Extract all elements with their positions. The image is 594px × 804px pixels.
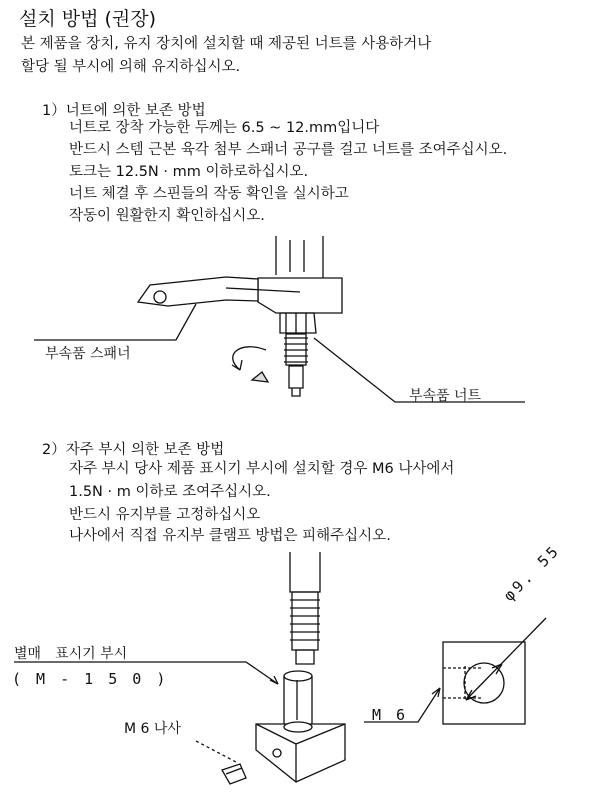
section1-line-5: 작동이 원활한지 확인하십시오. xyxy=(69,208,265,224)
section2-line-1: 자주 부시 당사 제품 표시기 부시에 설치할 경우 M6 나사에서 xyxy=(69,461,455,477)
label-screw: M 6 나사 xyxy=(124,721,181,737)
section1-line-3: 토크는 12.5N · mm 이하로하십시오. xyxy=(69,164,309,180)
label-bush: 별매 표시기 부시 xyxy=(14,646,128,662)
section1-line-1: 너트로 장착 가능한 두께는 6.5 ~ 12.mm입니다 xyxy=(69,120,380,136)
section1-line-2: 반드시 스템 근본 육각 첨부 스패너 공구를 걸고 너트를 조여주십시오. xyxy=(69,142,508,158)
intro-line-2: 할당 될 부시에 의해 유지하십시오. xyxy=(21,59,241,75)
section2-line-4: 나사에서 직접 유지부 클램프 방법은 피해주십시오. xyxy=(69,528,391,544)
label-spanner: 부속품 스패너 xyxy=(45,346,131,362)
intro-line-1: 본 제품을 장치, 유지 장치에 설치할 때 제공된 너트를 사용하거나 xyxy=(21,36,432,52)
label-diameter: φ9. 55 xyxy=(500,540,564,605)
section2-heading: 2）자주 부시 의한 보존 방법 xyxy=(42,442,225,458)
label-bush-model: ( M - 1 5 0 ) xyxy=(12,670,169,688)
page-title: 설치 방법 (권장) xyxy=(19,8,157,30)
section2-line-2: 1.5N · m 이하로 조여주십시오. xyxy=(69,484,271,500)
section1-heading: 1）너트에 의한 보존 방법 xyxy=(42,103,206,119)
section1-line-4: 너트 체결 후 스핀들의 작동 확인을 실시하고 xyxy=(69,186,349,202)
label-m6: M 6 xyxy=(372,706,409,724)
label-nut: 부속품 너트 xyxy=(409,388,482,404)
section2-line-3: 반드시 유지부를 고정하십시오 xyxy=(69,507,261,523)
